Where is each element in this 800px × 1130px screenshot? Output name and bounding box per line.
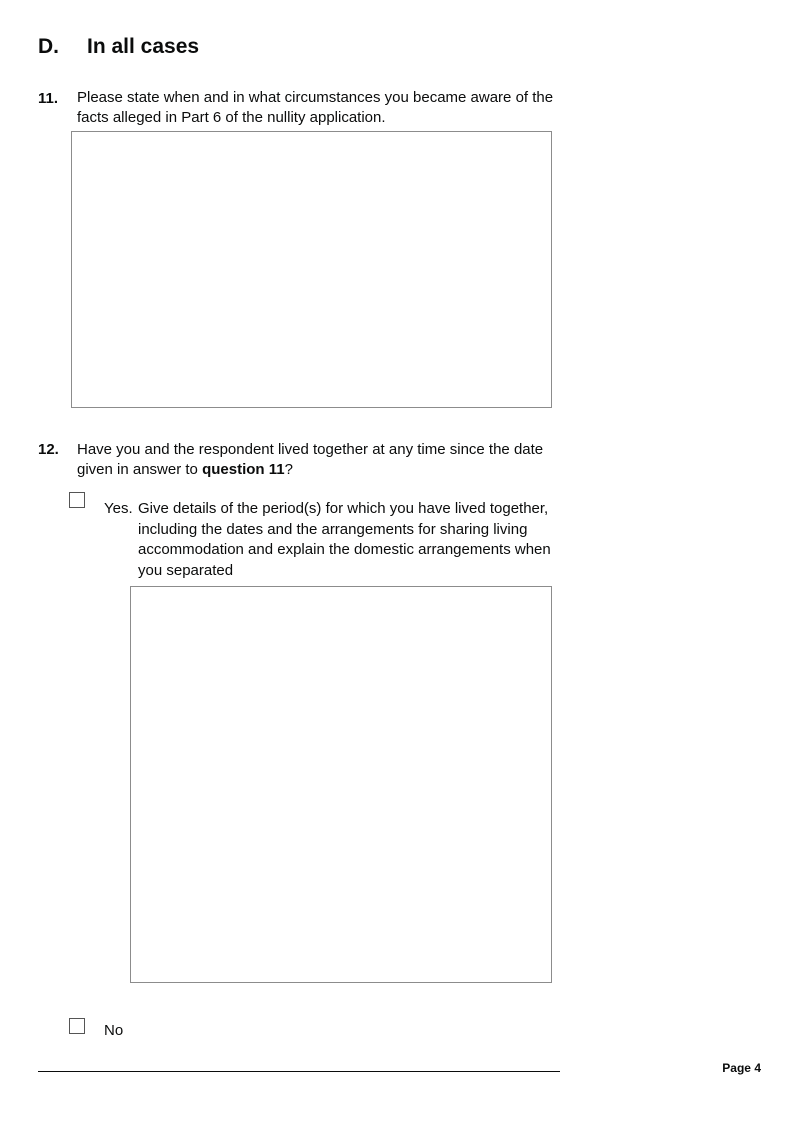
question-12-text-after: ?	[284, 461, 293, 478]
section-title: In all cases	[87, 35, 200, 58]
question-12-reference: question 11	[202, 461, 285, 478]
question-12-text	[77, 440, 557, 480]
no-label: No	[104, 1022, 124, 1039]
yes-checkbox[interactable]	[69, 492, 85, 508]
question-12-text-before: Have you and the respondent lived together at any time since the date given in answer to	[77, 441, 544, 478]
yes-details-instructions: Give details of the period(s) for which you have lived together, including the dates and the arrangements for sharing living accommodation and explain the domestic arrangements when you separated	[138, 500, 551, 579]
section-letter: D.	[38, 35, 59, 58]
page-number: Page 4	[722, 1061, 761, 1075]
no-checkbox[interactable]	[69, 1018, 85, 1034]
yes-details-answer-box[interactable]	[130, 586, 552, 983]
yes-label: Yes.	[104, 500, 133, 517]
question-12-number: 12.	[38, 441, 59, 458]
yes-details-text	[138, 499, 558, 581]
question-11-answer-box[interactable]	[71, 131, 552, 408]
question-11-number: 11.	[38, 90, 59, 107]
section-heading	[38, 33, 199, 61]
question-11-text: Please state when and in what circumstances you became aware of the facts alleged in Part 6 of the nullity application.	[77, 89, 554, 126]
footer-divider	[38, 1071, 560, 1072]
